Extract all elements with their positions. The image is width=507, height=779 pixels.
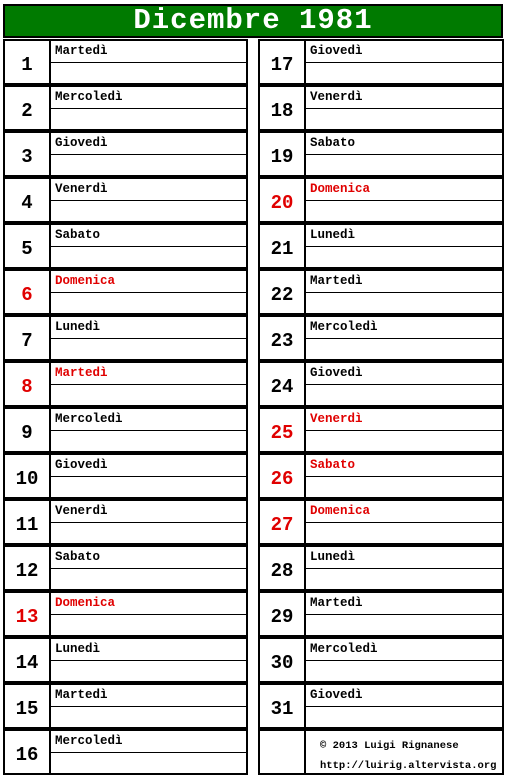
- notes-divider-line: [306, 706, 502, 707]
- notes-divider-line: [51, 108, 246, 109]
- weekday-label: Mercoledì: [55, 90, 123, 104]
- notes-divider-line: [306, 660, 502, 661]
- weekday-label: Lunedì: [310, 228, 356, 242]
- day-notes-box: [49, 39, 248, 85]
- day-notes-box: [49, 315, 248, 361]
- day-notes-box: [304, 361, 504, 407]
- weekday-label: Domenica: [55, 596, 116, 610]
- day-notes-box: [304, 269, 504, 315]
- weekday-label: Giovedì: [55, 136, 108, 150]
- notes-divider-line: [51, 752, 246, 753]
- day-number: 10: [3, 453, 49, 499]
- day-number: 15: [3, 683, 49, 729]
- day-notes-box: [304, 39, 504, 85]
- weekday-label: Giovedì: [310, 688, 363, 702]
- day-number: 16: [3, 729, 49, 775]
- day-number: 6: [3, 269, 49, 315]
- weekday-label: Domenica: [55, 274, 116, 288]
- day-notes-box: [49, 499, 248, 545]
- weekday-label: Martedì: [310, 274, 363, 288]
- day-number: 30: [258, 637, 304, 683]
- weekday-label: Lunedì: [55, 642, 101, 656]
- day-notes-box: [304, 591, 504, 637]
- notes-divider-line: [51, 522, 246, 523]
- notes-divider-line: [51, 568, 246, 569]
- notes-divider-line: [306, 246, 502, 247]
- notes-divider-line: [51, 660, 246, 661]
- day-number: 21: [258, 223, 304, 269]
- day-number: 17: [258, 39, 304, 85]
- day-number: 2: [3, 85, 49, 131]
- notes-divider-line: [51, 614, 246, 615]
- weekday-label: Mercoledì: [55, 412, 123, 426]
- notes-divider-line: [306, 614, 502, 615]
- notes-divider-line: [306, 476, 502, 477]
- day-number: 29: [258, 591, 304, 637]
- weekday-label: Giovedì: [310, 366, 363, 380]
- weekday-label: Lunedì: [310, 550, 356, 564]
- notes-divider-line: [51, 476, 246, 477]
- day-notes-box: [304, 499, 504, 545]
- day-notes-box: [49, 131, 248, 177]
- weekday-label: Sabato: [310, 136, 356, 150]
- day-notes-box: [49, 591, 248, 637]
- weekday-label: Venerdì: [310, 90, 363, 104]
- day-number: 5: [3, 223, 49, 269]
- notes-divider-line: [306, 154, 502, 155]
- notes-divider-line: [51, 338, 246, 339]
- notes-divider-line: [306, 292, 502, 293]
- credits-url: http://luirig.altervista.org: [320, 760, 497, 772]
- weekday-label: Venerdì: [55, 504, 108, 518]
- weekday-label: Martedì: [55, 44, 108, 58]
- weekday-label: Lunedì: [55, 320, 101, 334]
- weekday-label: Domenica: [310, 182, 371, 196]
- day-number: 20: [258, 177, 304, 223]
- day-notes-box: [304, 315, 504, 361]
- notes-divider-line: [306, 108, 502, 109]
- day-number: 13: [3, 591, 49, 637]
- day-notes-box: [304, 637, 504, 683]
- day-notes-box: [49, 729, 248, 775]
- weekday-label: Martedì: [55, 688, 108, 702]
- day-number: 12: [3, 545, 49, 591]
- day-notes-box: [49, 407, 248, 453]
- weekday-label: Mercoledì: [310, 320, 378, 334]
- day-number: 31: [258, 683, 304, 729]
- day-notes-box: [304, 131, 504, 177]
- day-number: 28: [258, 545, 304, 591]
- day-number: 27: [258, 499, 304, 545]
- notes-divider-line: [306, 430, 502, 431]
- day-notes-box: [49, 637, 248, 683]
- day-number: 14: [3, 637, 49, 683]
- credits-box: [304, 729, 504, 775]
- day-number: 1: [3, 39, 49, 85]
- day-notes-box: [304, 223, 504, 269]
- day-notes-box: [304, 407, 504, 453]
- day-notes-box: [304, 177, 504, 223]
- day-notes-box: [304, 85, 504, 131]
- weekday-label: Giovedì: [310, 44, 363, 58]
- notes-divider-line: [306, 568, 502, 569]
- day-number: 4: [3, 177, 49, 223]
- day-number: 7: [3, 315, 49, 361]
- weekday-label: Venerdì: [55, 182, 108, 196]
- day-notes-box: [49, 85, 248, 131]
- day-notes-box: [49, 683, 248, 729]
- day-notes-box: [49, 361, 248, 407]
- notes-divider-line: [306, 338, 502, 339]
- day-number: 22: [258, 269, 304, 315]
- notes-divider-line: [51, 246, 246, 247]
- weekday-label: Martedì: [310, 596, 363, 610]
- empty-day-cell: [258, 729, 304, 775]
- notes-divider-line: [51, 384, 246, 385]
- notes-divider-line: [51, 200, 246, 201]
- day-number: 8: [3, 361, 49, 407]
- weekday-label: Domenica: [310, 504, 371, 518]
- day-number: 24: [258, 361, 304, 407]
- day-number: 9: [3, 407, 49, 453]
- day-notes-box: [304, 683, 504, 729]
- day-notes-box: [49, 177, 248, 223]
- day-number: 26: [258, 453, 304, 499]
- weekday-label: Venerdì: [310, 412, 363, 426]
- day-number: 19: [258, 131, 304, 177]
- day-number: 3: [3, 131, 49, 177]
- notes-divider-line: [51, 62, 246, 63]
- notes-divider-line: [51, 430, 246, 431]
- weekday-label: Mercoledì: [310, 642, 378, 656]
- day-number: 18: [258, 85, 304, 131]
- notes-divider-line: [306, 200, 502, 201]
- weekday-label: Martedì: [55, 366, 108, 380]
- notes-divider-line: [51, 154, 246, 155]
- weekday-label: Giovedì: [55, 458, 108, 472]
- weekday-label: Sabato: [55, 550, 101, 564]
- notes-divider-line: [306, 384, 502, 385]
- day-number: 25: [258, 407, 304, 453]
- notes-divider-line: [51, 706, 246, 707]
- notes-divider-line: [306, 522, 502, 523]
- calendar-title: Dicembre 1981: [3, 4, 503, 38]
- copyright-text: © 2013 Luigi Rignanese: [320, 740, 459, 752]
- day-notes-box: [49, 223, 248, 269]
- notes-divider-line: [306, 62, 502, 63]
- weekday-label: Sabato: [310, 458, 356, 472]
- day-notes-box: [49, 269, 248, 315]
- weekday-label: Sabato: [55, 228, 101, 242]
- day-notes-box: [49, 453, 248, 499]
- day-number: 11: [3, 499, 49, 545]
- notes-divider-line: [51, 292, 246, 293]
- weekday-label: Mercoledì: [55, 734, 123, 748]
- day-notes-box: [49, 545, 248, 591]
- day-notes-box: [304, 453, 504, 499]
- day-notes-box: [304, 545, 504, 591]
- day-number: 23: [258, 315, 304, 361]
